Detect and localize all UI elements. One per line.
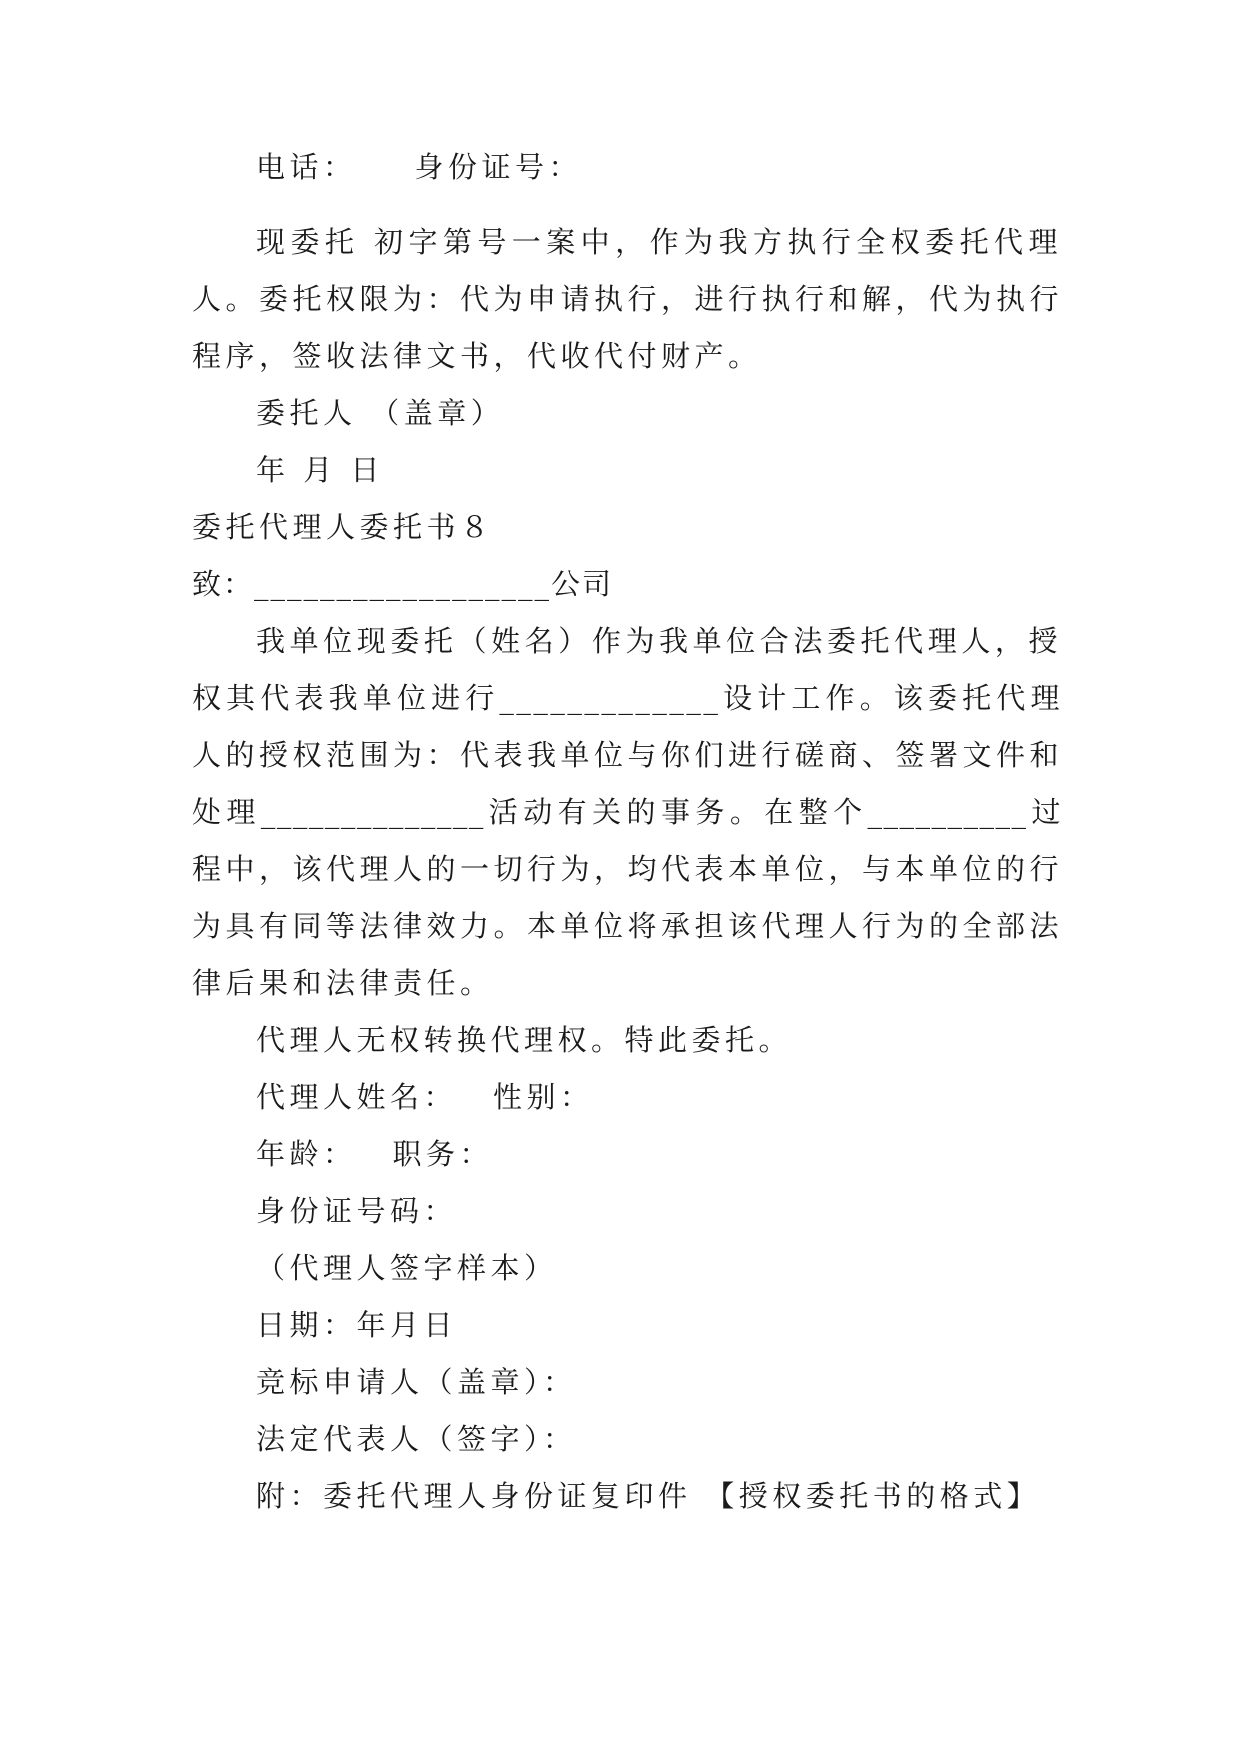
- paragraph-2-line-1: 我单位现委托（姓名）作为我单位合法委托代理人，授: [256, 624, 1062, 658]
- bidder-seal-line: 竞标申请人（盖章）：: [256, 1365, 577, 1399]
- phone-label: 电话：: [256, 150, 357, 184]
- paragraph-1-line-3: 程序，签收法律文书，代收代付财产。: [192, 339, 762, 373]
- paragraph-2-line-3: 人的授权范围为：代表我单位与你们进行磋商、签署文件和: [192, 738, 1064, 772]
- agent-name-label: 代理人姓名：: [256, 1080, 458, 1114]
- agent-name-gender-line: [256, 1068, 1126, 1126]
- age-label: 年龄：: [256, 1137, 357, 1171]
- position-label: 职务：: [392, 1137, 494, 1171]
- legal-rep-sign-line: 法定代表人（签字）：: [256, 1422, 577, 1456]
- principal-seal-line: 委托人 （盖章）: [256, 396, 505, 430]
- date-line: 年 月 日: [256, 453, 384, 487]
- age-position-line: [256, 1125, 1126, 1183]
- paragraph-2-line-4: 处理______________活动有关的事务。在整个__________过: [192, 795, 1062, 829]
- phone-id-line: [256, 138, 1126, 196]
- signature-sample-line: （代理人签字样本）: [256, 1251, 558, 1285]
- paragraph-2-line-5: 程中，该代理人的一切行为，均代表本单位，与本单位的行: [192, 852, 1064, 886]
- paragraph-1-line-2: 人。委托权限为：代为申请执行，进行执行和解，代为执行: [192, 282, 1064, 316]
- section-title: 委托代理人委托书８: [192, 510, 494, 544]
- id-number-line: 身份证号码：: [256, 1194, 458, 1228]
- paragraph-2-line-7: 律后果和法律责任。: [192, 966, 494, 1000]
- attachment-line: 附：委托代理人身份证复印件 【授权委托书的格式】: [256, 1479, 1041, 1513]
- paragraph-1-line-1: 现委托 初字第号一案中，作为我方执行全权委托代理: [256, 225, 1062, 259]
- paragraph-2-line-6: 为具有同等法律效力。本单位将承担该代理人行为的全部法: [192, 909, 1064, 943]
- paragraph-2-line-2: 权其代表我单位进行_____________设计工作。该委托代理: [192, 681, 1062, 715]
- no-transfer-line: 代理人无权转换代理权。特此委托。: [256, 1023, 793, 1057]
- sign-date-line: 日期：年月日: [256, 1308, 458, 1342]
- gender-label: 性别：: [493, 1080, 594, 1114]
- id-number-label: 身份证号：: [414, 150, 583, 184]
- to-company-line: 致：__________________公司: [192, 567, 614, 601]
